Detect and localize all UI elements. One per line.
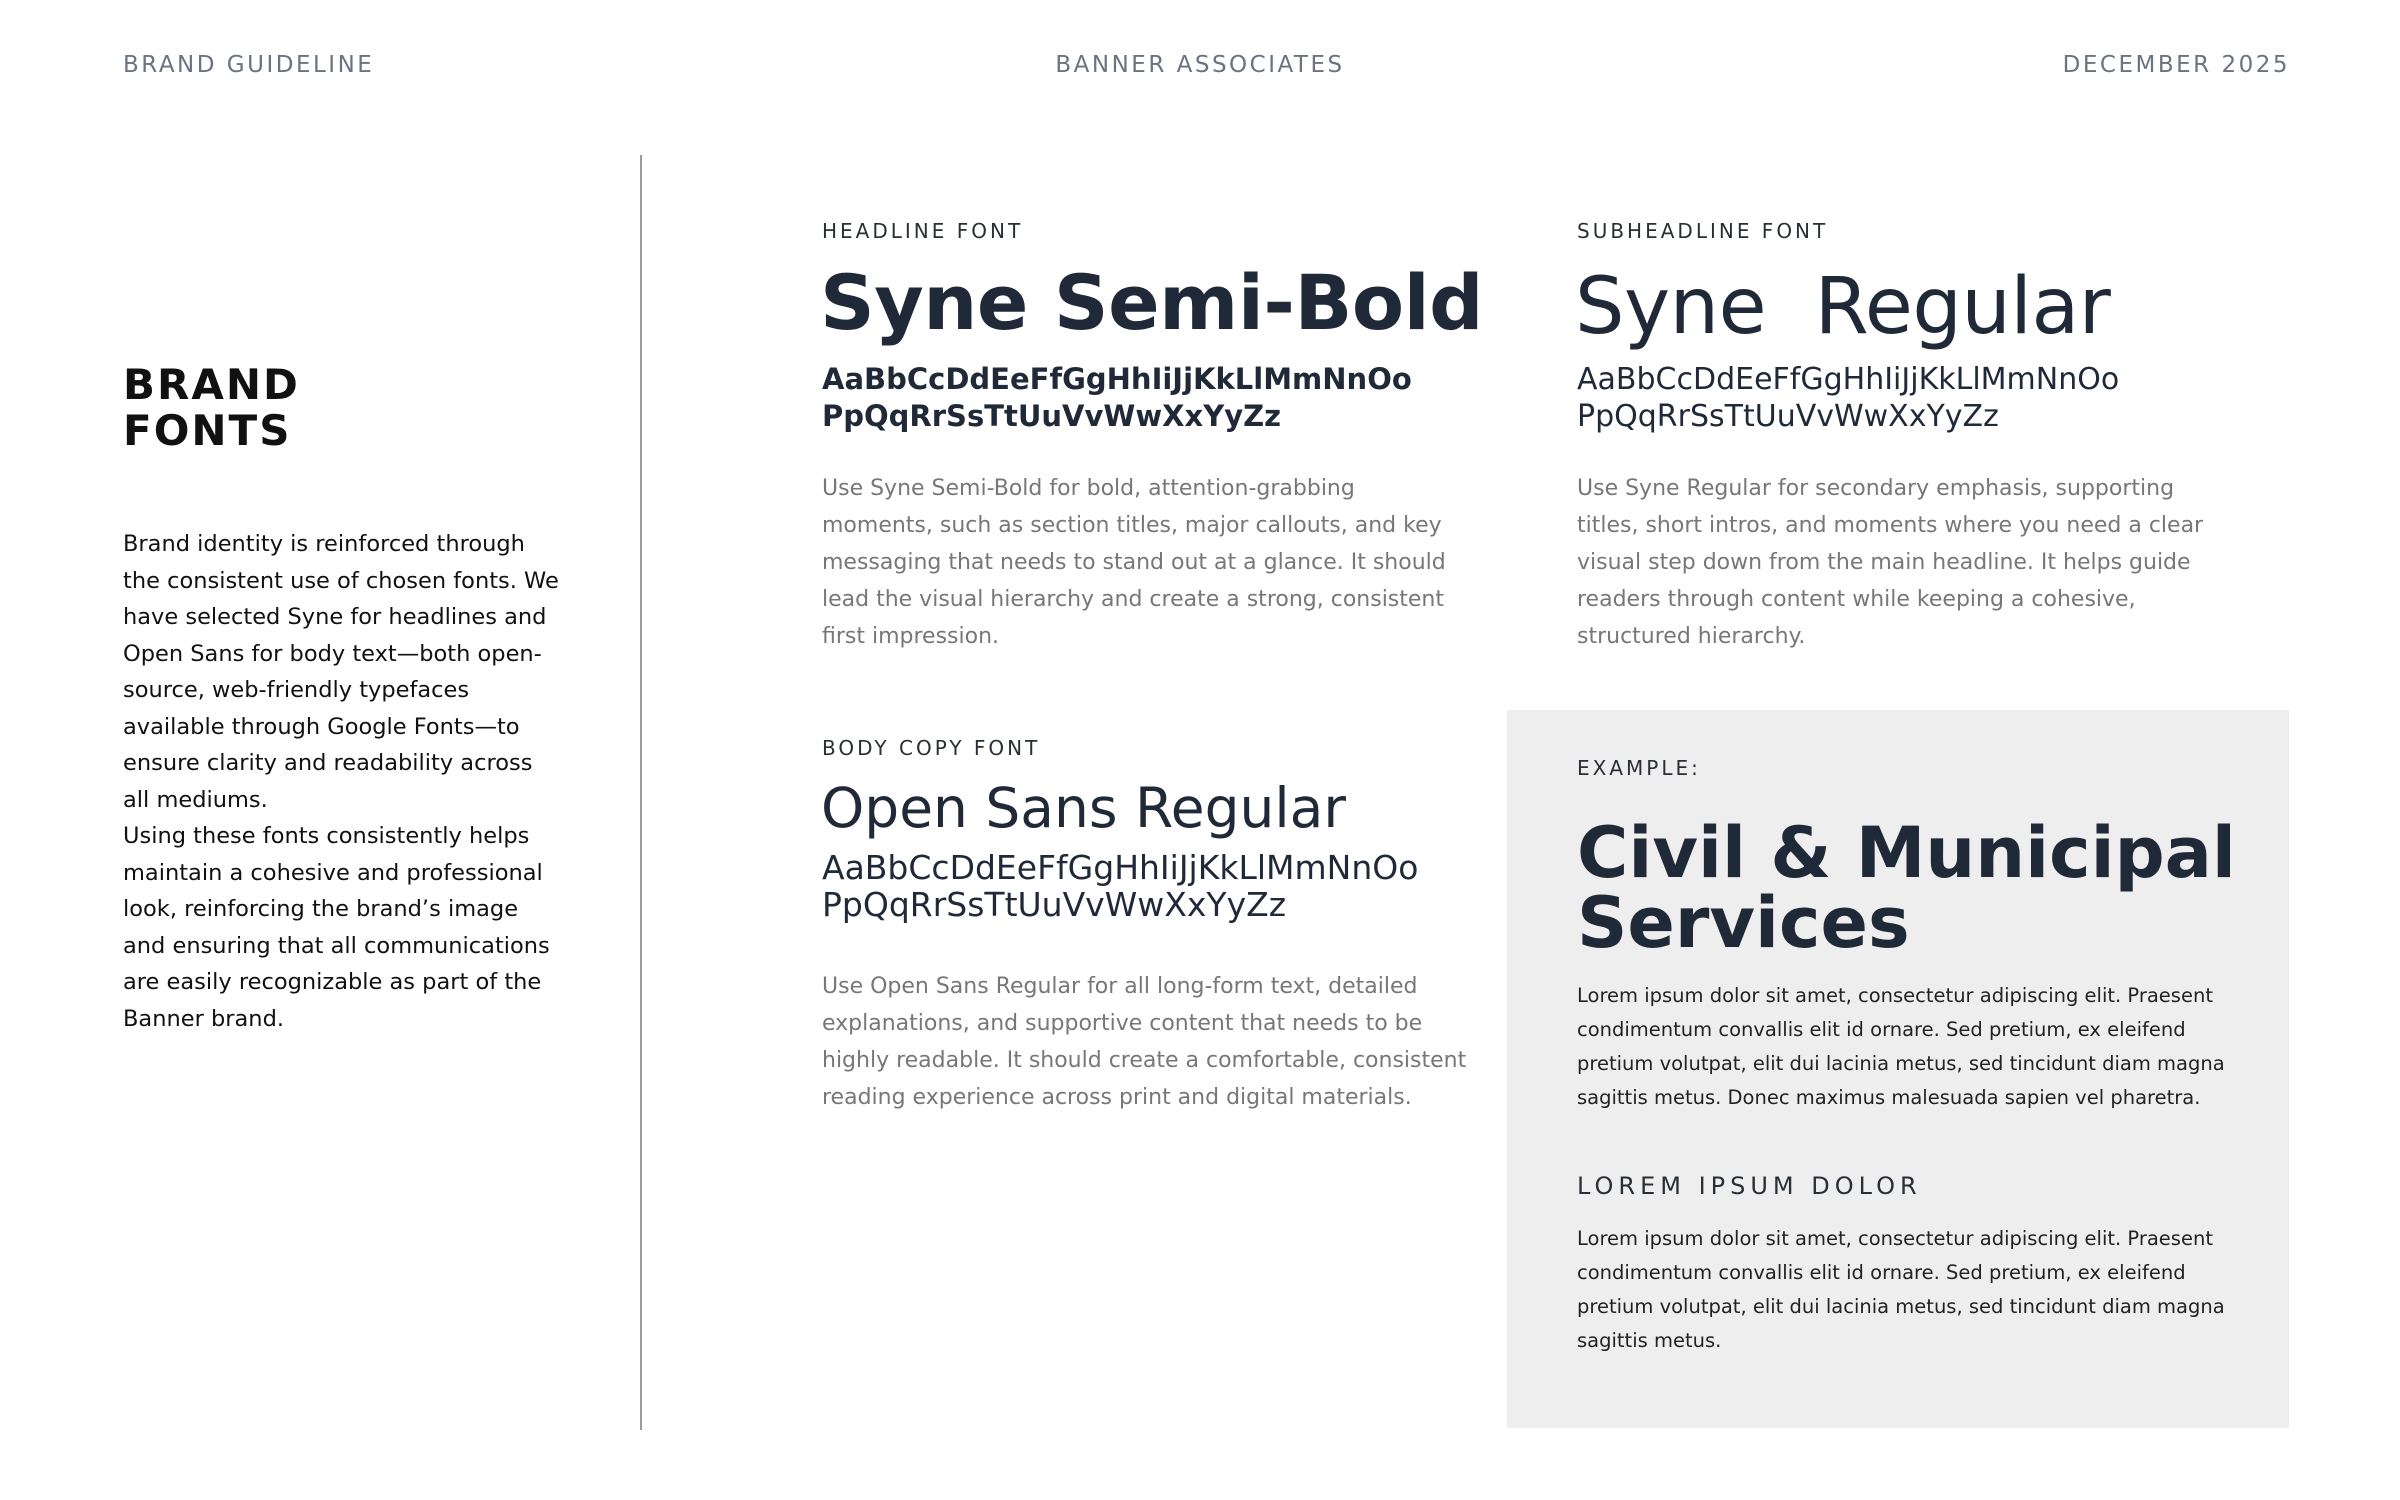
example-heading-line2: Services <box>1577 882 1910 964</box>
subheadline-alphabet-line1: AaBbCcDdEeFfGgHhIiJjKkLlMmNnOo <box>1577 362 2120 397</box>
body-font-description: Use Open Sans Regular for all long-form text, detailed explanations, and supportive content that needs to be highly readable. It should create a comfortable, consistent reading experience across print and digital materials. <box>822 974 1467 1110</box>
headline-alphabet-line1: AaBbCcDdEeFfGgHhIiJjKkLlMmNnOo <box>822 362 1412 396</box>
example-paragraph-2: Lorem ipsum dolor sit amet, consectetur adipiscing elit. Praesent condimentum convallis elit id ornare. Sed pretium, ex eleifend pretium volutpat, elit dui lacinia metus, sed tincidunt diam magna sagittis metus. <box>1577 1227 2225 1352</box>
section-title-line2: FONTS <box>123 406 292 455</box>
subheadline-font-description: Use Syne Regular for secondary emphasis, supporting titles, short intros, and moments where you need a clear visual step down from the main headline. It helps guide readers through content while keeping a cohesive, structured hierarchy. <box>1577 476 2204 649</box>
headline-font-label: HEADLINE FONT <box>822 219 1024 243</box>
example-heading-line1: Civil & Municipal <box>1577 812 2236 894</box>
headline-font-description: Use Syne Semi-Bold for bold, attention-grabbing moments, such as section titles, major callouts, and key messaging that needs to stand out at a glance. It should lead the visual hierarchy and create a strong, consistent first impression. <box>822 476 1446 649</box>
document-label: BRAND GUIDELINE <box>123 52 375 78</box>
company-name: BANNER ASSOCIATES <box>1055 52 1345 78</box>
headline-font-name: Syne Semi-Bold <box>820 258 1484 347</box>
body-font-label: BODY COPY FONT <box>822 736 1041 760</box>
body-alphabet-line2: PpQqRrSsTtUuVvWwXxYyZz <box>822 885 1287 924</box>
example-subheading: LOREM IPSUM DOLOR <box>1577 1172 1922 1200</box>
intro-paragraph: Brand identity is reinforced through the consistent use of chosen fonts. We have selected Syne for headlines and Open Sans for body text—both open-source, web-friendly typefaces available through Google Fonts—to ensure clarity and readability across all mediums. <box>123 531 559 813</box>
example-paragraph-1: Lorem ipsum dolor sit amet, consectetur adipiscing elit. Praesent condimentum convallis elit id ornare. Sed pretium, ex eleifend pretium volutpat, elit dui lacinia metus, sed tincidunt diam magna sagittis metus. Donec maximus malesuada sapien vel pharetra. <box>1577 984 2225 1109</box>
vertical-divider <box>640 155 642 1430</box>
subheadline-alphabet-line2: PpQqRrSsTtUuVvWwXxYyZz <box>1577 399 1999 434</box>
subheadline-font-label: SUBHEADLINE FONT <box>1577 219 1829 243</box>
example-heading <box>1577 812 2236 964</box>
body-font-name: Open Sans Regular <box>821 776 1346 840</box>
section-title <box>123 362 300 454</box>
headline-alphabet-line2: PpQqRrSsTtUuVvWwXxYyZz <box>822 399 1282 433</box>
section-title-line1: BRAND <box>123 360 300 409</box>
body-alphabet-line1: AaBbCcDdEeFfGgHhIiJjKkLlMmNnOo <box>822 848 1419 887</box>
consistency-paragraph: Using these fonts consistently helps maintain a cohesive and professional look, reinforcing the brand’s image and ensuring that all communications are easily recognizable as part of the Banner brand. <box>123 823 550 1032</box>
subheadline-font-name: Syne Regular <box>1575 262 2111 352</box>
document-date: DECEMBER 2025 <box>2062 52 2290 78</box>
example-label: EXAMPLE: <box>1577 756 1701 780</box>
